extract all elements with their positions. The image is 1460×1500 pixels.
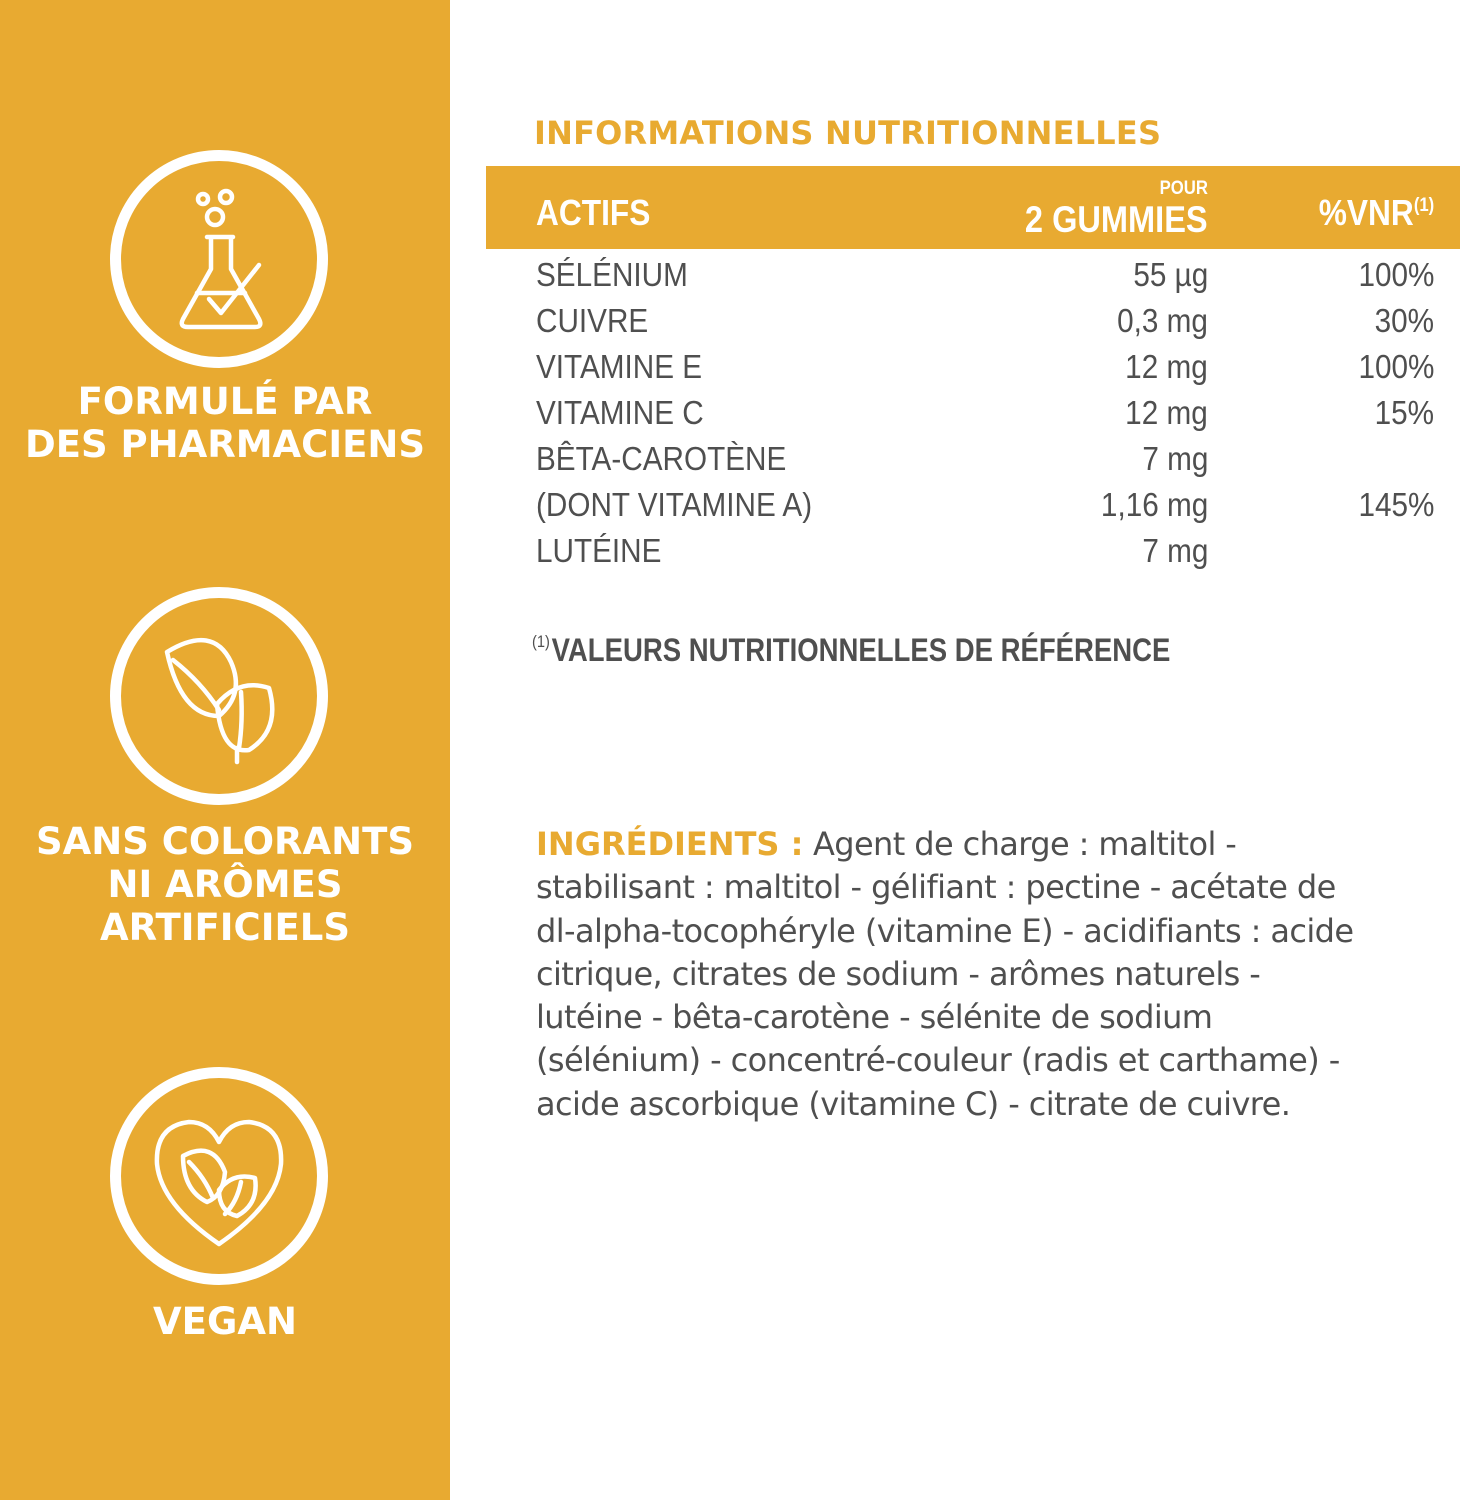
table-row: VITAMINE E 12 mg 100% [536, 348, 1434, 385]
leaves-icon [121, 598, 317, 794]
natural-badge [110, 587, 328, 805]
header-actifs: ACTIFS [536, 192, 651, 233]
ingredients-text: INGRÉDIENTS : Agent de charge : maltitol - stabilisant : maltitol - gélifiant : pectine - acétate de dl-alpha-tocophéryle (vitamine E) - acidifiants : acide citrique, citrates de sodium - arômes naturels - lutéine - bêta-carotène - sélénite de sodium (sélénium) - concentré-couleur (radis et carthame) - acide ascorbique (vitamine C) - citrate de cuivre. [536, 825, 1354, 1123]
heart-leaves-icon [121, 1078, 317, 1274]
table-row: LUTÉINE 7 mg [536, 532, 1208, 569]
table-row: SÉLÉNIUM 55 µg 100% [536, 256, 1434, 293]
table-row: (DONT VITAMINE A) 1,16 mg 145% [536, 486, 1434, 523]
pharmacist-badge [110, 150, 328, 368]
table-row: CUIVRE 0,3 mg 30% [536, 302, 1434, 339]
ingredients-label: INGRÉDIENTS : [536, 825, 804, 863]
benefits-sidebar [0, 0, 450, 1500]
header-pour: POUR [1159, 178, 1208, 199]
nutrition-table-header [486, 166, 1460, 249]
flask-icon [121, 161, 317, 357]
natural-label: SANS COLORANTS NI ARÔMES ARTIFICIELS [35, 820, 415, 949]
header-vnr: %VNR$^{(1)}$ [1318, 192, 1434, 233]
header-dose: 2 GUMMIES [1025, 199, 1208, 240]
nutrition-title: INFORMATIONS NUTRITIONNELLES [534, 114, 1162, 152]
table-row: BÊTA-CAROTÈNE 7 mg [536, 440, 1208, 477]
pharmacist-label: FORMULÉ PAR DES PHARMACIENS [25, 380, 425, 466]
vnr-footnote: $^{(1)}$VALEURS NUTRITIONNELLES DE RÉFÉRENCE [532, 632, 1171, 668]
vegan-label: VEGAN [153, 1300, 297, 1343]
vegan-badge [110, 1067, 328, 1285]
table-row: VITAMINE C 12 mg 15% [536, 394, 1434, 431]
